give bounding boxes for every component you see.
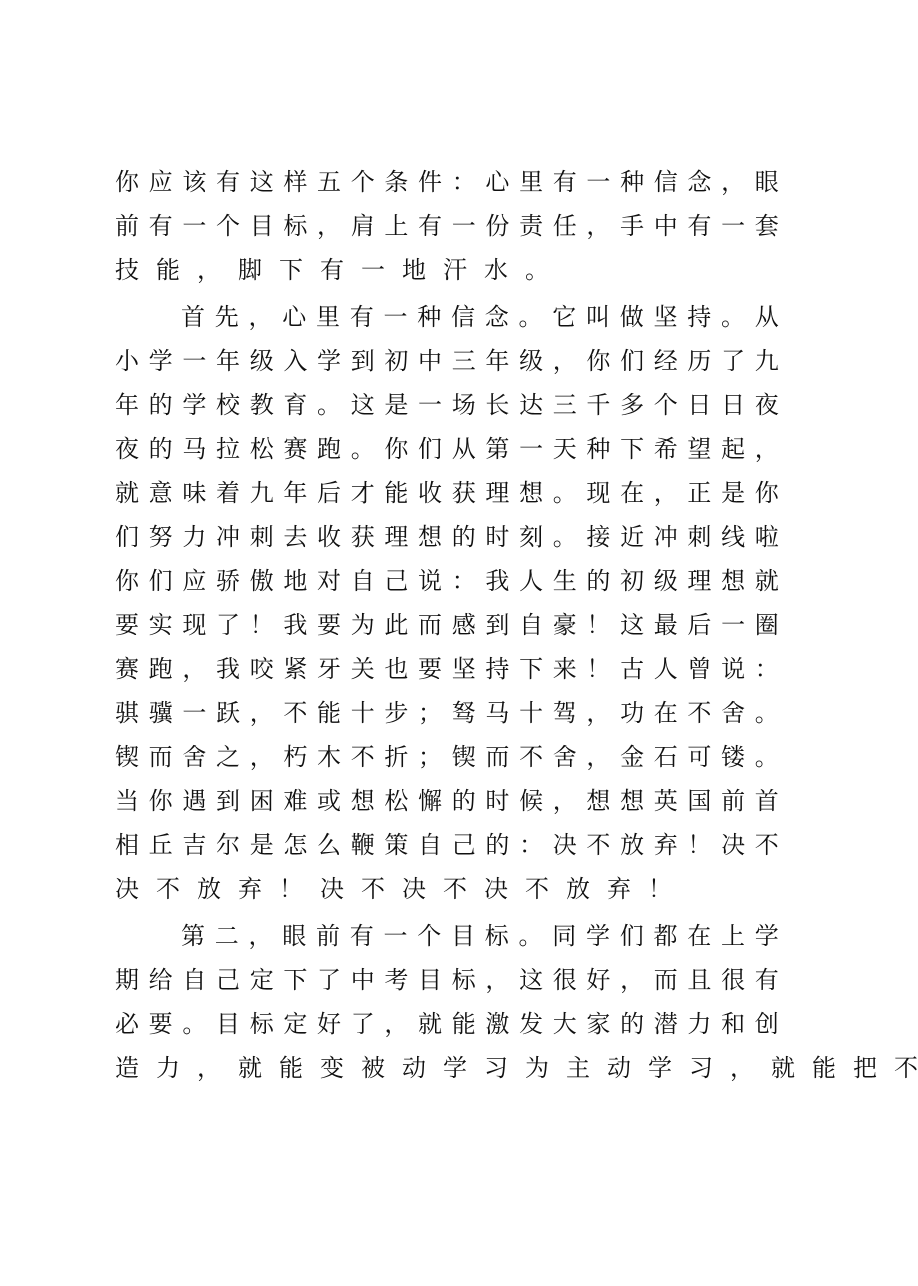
paragraph-line: 们 努 力 冲 刺 去 收 获 理 想 的 时 刻 。 接 近 冲 刺 线 啦 [115,523,779,551]
paragraph-line: 必 要 。 目 标 定 好 了 ， 就 能 激 发 大 家 的 潜 力 和 创 [115,1010,779,1038]
paragraph-line: 要 实 现 了 ！ 我 要 为 此 而 感 到 自 豪 ！ 这 最 后 一 圈 [115,611,779,639]
paragraph-line: 首 先 ， 心 里 有 一 种 信 念 。 它 叫 做 坚 持 。 从 [181,303,779,331]
paragraph-line: 造 力 ， 就 能 变 被 动 学 习 为 主 动 学 习 ， 就 能 把 不 [115,1054,918,1082]
paragraph [115,160,779,292]
paragraph-line: 技 能 ， 脚 下 有 一 地 汗 水 。 [115,256,549,284]
paragraph-line: 夜 的 马 拉 松 赛 跑 。 你 们 从 第 一 天 种 下 希 望 起 ， [115,435,779,463]
paragraph-line: 期 给 自 己 定 下 了 中 考 目 标 ， 这 很 好 ， 而 且 很 有 [115,966,779,994]
paragraph-line: 就 意 味 着 九 年 后 才 能 收 获 理 想 。 现 在 ， 正 是 你 [115,479,779,507]
paragraph-line: 前 有 一 个 目 标 ， 肩 上 有 一 份 责 任 ， 手 中 有 一 套 [115,212,779,240]
paragraph-line: 你 们 应 骄 傲 地 对 自 己 说 ： 我 人 生 的 初 级 理 想 就 [115,567,779,595]
paragraph-line: 小 学 一 年 级 入 学 到 初 中 三 年 级 ， 你 们 经 历 了 九 [115,347,779,375]
paragraph-line: 年 的 学 校 教 育 。 这 是 一 场 长 达 三 千 多 个 日 日 夜 [115,391,779,419]
paragraph-line: 决 不 放 弃 ！ 决 不 决 不 决 不 放 弃 ！ [115,875,672,903]
paragraph-line: 相 丘 吉 尔 是 怎 么 鞭 策 自 己 的 ： 决 不 放 弃 ！ 决 不 [115,831,779,859]
paragraph [115,914,918,1090]
paragraph-line: 锲 而 舍 之 ， 朽 木 不 折 ； 锲 而 不 舍 ， 金 石 可 镂 。 [115,743,779,771]
paragraph-line: 赛 跑 ， 我 咬 紧 牙 关 也 要 坚 持 下 来 ！ 古 人 曾 说 ： [115,655,779,683]
paragraph-line: 骐 骥 一 跃 ， 不 能 十 步 ； 驽 马 十 驾 ， 功 在 不 舍 。 [115,699,779,727]
paragraph-line: 当 你 遇 到 困 难 或 想 松 懈 的 时 候 ， 想 想 英 国 前 首 [115,787,779,815]
paragraph [115,295,779,911]
paragraph-line: 你 应 该 有 这 样 五 个 条 件 ： 心 里 有 一 种 信 念 ， 眼 [115,168,779,196]
paragraph-line: 第 二 ， 眼 前 有 一 个 目 标 。 同 学 们 都 在 上 学 [181,922,779,950]
document-body [115,160,918,1090]
